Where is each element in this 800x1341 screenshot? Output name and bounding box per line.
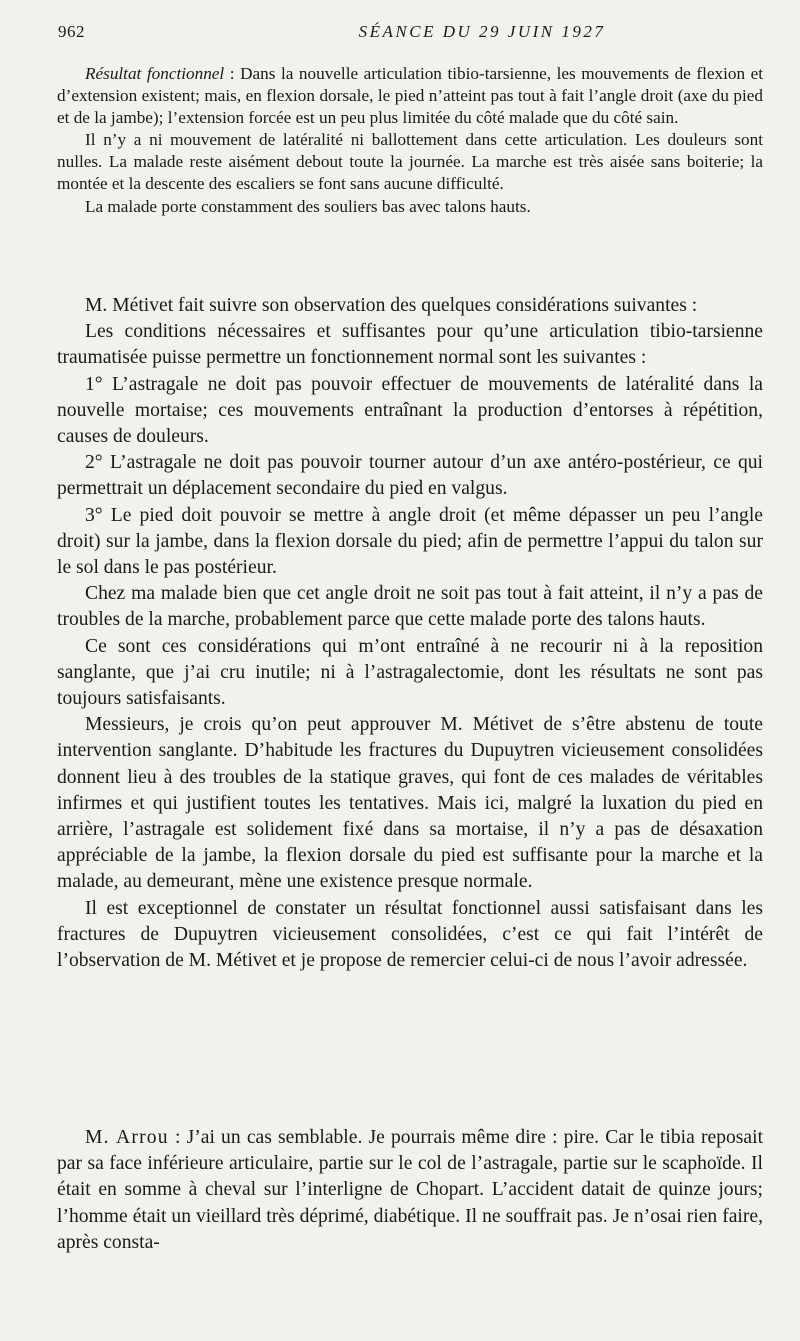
paragraph: La malade porte constamment des souliers bas avec talons hauts. bbox=[85, 196, 531, 216]
paragraph-text: : J’ai un cas semblable. Je pourrais même dire : pire. Car le tibia reposait par sa face inférieure articulaire, partie sur le col de l’astragale, partie sur le scaphoïde. Il était en somme à cheval sur l’interligne de Chopart. L’accident datait de quinze jours; l’homme était un vieillard très déprimé, diabétique. Il ne souffrait pas. Je n’osai rien faire, après consta- bbox=[57, 1127, 764, 1253]
paragraph: 2° L’astragale ne doit pas pouvoir tourner autour d’un axe antéro-postérieur, ce qui permettrait un déplacement secondaire du pied en valgus. bbox=[57, 452, 763, 500]
paragraph bbox=[57, 1125, 763, 1256]
page-number: 962 bbox=[58, 22, 85, 41]
paragraph: 3° Le pied doit pouvoir se mettre à angle droit (et même dépasser un peu l’angle droit) sur la jambe, dans la flexion dorsale du pied; afin de permettre l’appui du talon sur le sol dans le pas postérieur. bbox=[57, 504, 763, 579]
paragraph: Il n’y a ni mouvement de latéralité ni ballottement dans cette articulation. Les douleurs sont nulles. La malade reste aisément debout toute la journée. La marche est très aisée sans boiterie; la montée et la descente des escaliers se font sans aucune difficulté. bbox=[57, 130, 763, 194]
paragraph: Les conditions nécessaires et suffisantes pour qu’une articulation tibio-tarsienne traumatisée puisse permettre un fonctionnement normal sont les suivantes : bbox=[57, 321, 763, 369]
running-title: SÉANCE DU 29 JUIN 1927 bbox=[358, 22, 606, 41]
speaker-name: M. Arrou bbox=[85, 1127, 169, 1148]
result-label: Résultat fonctionnel bbox=[85, 64, 225, 83]
arrou-section bbox=[57, 1125, 763, 1256]
considerations-section bbox=[57, 293, 763, 974]
paragraph: 1° L’astragale ne doit pas pouvoir effectuer de mouvements de latéralité dans la nouvelle mortaise; ces mouvements entraînant la production d’entorses à répétition, causes de douleurs. bbox=[57, 373, 763, 448]
paragraph: M. Métivet fait suivre son observation des quelques considérations suivantes : bbox=[85, 295, 698, 316]
paragraph bbox=[57, 63, 763, 129]
paragraph: Il est exceptionnel de constater un résultat fonctionnel aussi satisfaisant dans les fractures de Dupuytren vicieusement consolidées, c’est ce qui fait l’intérêt de l’observation de M. Métivet et je propose de remercier celui-ci de nous l’avoir adressée. bbox=[57, 897, 763, 972]
result-section bbox=[57, 63, 763, 218]
paragraph-text: : Dans la nouvelle articulation tibio-tarsienne, les mouvements de flexion et d’extension existent; mais, en flexion dorsale, le pied n’atteint pas tout à fait l’angle droit (axe du pied et de la jambe); l’extension forcée est un peu plus limitée du côté malade que du côté sain. bbox=[57, 64, 763, 128]
paragraph: Chez ma malade bien que cet angle droit ne soit pas tout à fait atteint, il n’y a pas de troubles de la marche, probablement parce que cette malade porte des talons hauts. bbox=[57, 583, 763, 631]
page-header bbox=[58, 20, 766, 44]
paragraph: Messieurs, je crois qu’on peut approuver M. Métivet de s’être abstenu de toute intervention sanglante. D’habitude les fractures du Dupuytren vicieusement consolidées donnent lieu à des troubles de la statique graves, qui font de ces malades de véritables infirmes et qui justifient toutes les tentatives. Mais ici, malgré la luxation du pied en arrière, l’astragale est solidement fixé dans sa mortaise, il n’y a pas de désaxation appréciable de la jambe, la flexion dorsale du pied est suffisante pour la marche et la malade, au demeurant, mène une existence presque normale. bbox=[57, 714, 763, 893]
paragraph: Ce sont ces considérations qui m’ont entraîné à ne recourir ni à la reposition sanglante, que j’ai cru inutile; ni à l’astragalectomie, dont les résultats ne sont pas toujours satisfaisants. bbox=[57, 635, 763, 710]
